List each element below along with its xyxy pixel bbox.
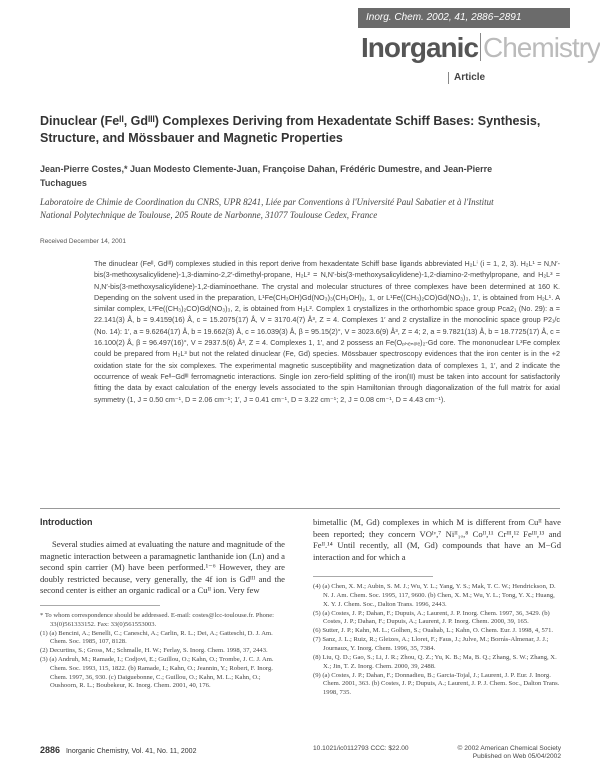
journal-header-bar bbox=[358, 8, 570, 28]
author-list: Jean-Pierre Costes,* Juan Modesto Clemente-Juan, Françoise Dahan, Frédéric Dumestre, and Jean-Pierre Tuchagues bbox=[40, 164, 493, 188]
footnote-item: (8) Liu, Q. D.; Gao, S.; Li, J. R.; Zhou, Q. Z.; Yu, K. B.; Ma, B. Q.; Zhang, S. W.; Zhang, X. X.; Jin, T. Z. Inorg. Chem. 2000, 39, 2488. bbox=[313, 654, 557, 670]
footnote-item: * To whom correspondence should be addressed. E-mail: costes@lcc-toulouse.fr. Phone: 33(0)561333152. Fax: 33(0)561553003. bbox=[40, 611, 275, 628]
footnote-divider bbox=[313, 576, 433, 577]
footnote-divider bbox=[40, 605, 160, 606]
logo-inorganic: Inorganic bbox=[361, 32, 479, 63]
footnote-item: (1) (a) Bencini, A.; Benelli, C.; Caneschi, A.; Carlin, R. L.; Dei, A.; Gatteschi, D. J. Am. Chem. Soc. 1985, 107, 8128. bbox=[40, 629, 273, 646]
page-footer-left bbox=[40, 745, 196, 755]
doi: 10.1021/ic0112793 CCC: $22.00 bbox=[313, 745, 409, 752]
footnote-item: (5) (a) Costes, J. P.; Dahan, F.; Dupuis, A.; Laurent, J. P. Inorg. Chem. 1997, 36, 3429. (b) Costes, J. P.; Dahan, F.; Dupuis, A.; Laurent, J. P. Inorg. Chem. 2000, 39, 165. bbox=[313, 609, 550, 626]
footnote-item: (6) Sutter, J. P.; Kahn, M. L.; Golhen, S.; Ouahab, L.; Kahn, O. Chem. Eur. J. 1998, 4, 571. bbox=[313, 627, 554, 635]
copyright: © 2002 American Chemical Society bbox=[457, 745, 561, 752]
published-date: Published on Web 05/04/2002 bbox=[472, 753, 561, 761]
abstract: The dinuclear (Feᴵᴵ, Gdᴵᴵᴵ) complexes studied in this report derive from hexadentate Schiff base ligands abbreviated H₂Lⁱ (i = 1, 2, 3). H₂L¹ = N,N′-bis(3-methoxysalicylidene)-1,3-diamino-2,2′-dimethyl-propane, H₂L² = N,N′-bis(3-methoxysalicylidene)-1,2-diamino-2-methylpropane, and H₂L³ = N,N′-bis(3-methoxysalicylidene)-1,2-diaminoethane. The crystal and molecular structures of three complexes have been determined at 160 K. Depending on the solvent used in the preparation, L¹Fe(CH₃OH)Gd(NO₃)₃(CH₃OH)₂, 1, or L¹Fe((CH₃)₂CO)Gd(NO₃)₃, 1′, is obtained from H₂L¹. A similar complex, L²Fe((CH₃)₂CO)Gd(NO₃)₃, 2, is obtained from H₂L². Complex 1 crystallizes in the orthorhombic space group Pca2₁ (No. 29): a = 22.141(3) Å, b = 9.4159(16) Å, c = 15.2075(17) Å, V = 3170.4(7) Å³, Z = 4. Complexes 1′ and 2 crystallize in the monoclinic space group P2₁/c (No. 14): 1′, a = 9.6264(17) Å, b = 19.662(3) Å, c = 16.039(3) Å, β = 95.15(2)°, V = 3023.6(9) Å³, Z = 4; 2, a = 9.7821(13) Å, b = 18.7725(17) Å, c = 16.100(2) Å, β = 96.497(16)°, V = 2937.5(6) Å³, Z = 4. Complexes 1, 1′, and 2 possess an Fe(Oₚₕₑₙₒₗₑ)₂-Gd core. The mononuclear L³Fe complex could be prepared from H₂L³ but not the related dinuclear (Fe, Gd) species. Mössbauer spectroscopy evidences that the iron center is in the +2 oxidation state for the six complexes. The experimental magnetic susceptibility and magnetization data of complexes 1, 1′, and 2 indicate the occurrence of weak Feᴵᴵ−Gdᴵᴵᴵ ferromagnetic interactions. Single ion zero-field splitting of the iron(II) must be taken into account for satisfactorily fitting the data by exact calculation of the energy levels associated to the spin Hamiltonian through diagonalization of the full matrix for axial symmetry (1, J = 0.50 cm⁻¹, D = 2.06 cm⁻¹; 1′, J = 0.41 cm⁻¹, D = 3.22 cm⁻¹; 2, J = 0.08 cm⁻¹, D = 4.43 cm⁻¹). bbox=[94, 259, 560, 404]
footnotes-left bbox=[40, 612, 285, 691]
left-column bbox=[40, 517, 285, 691]
right-column bbox=[313, 517, 561, 698]
footnote-item: (4) (a) Chen, X. M.; Aubin, S. M. J.; Wu, Y. L.; Yang, Y. S.; Mak, T. C. W.; Hendrickson, D. N. J. Am. Chem. Soc. 1995, 117, 9600. (b) Chen, X. M.; Wu, Y. L.; Tong, Y. X.; Huang, X. Y. J. Chem. Soc., Dalton Trans. 1996, 2443. bbox=[313, 583, 556, 608]
section-divider bbox=[40, 508, 560, 509]
logo-chemistry: Chemistry bbox=[483, 32, 600, 63]
footnote-item: (7) Sanz, J. L.; Ruiz, R.; Gleizes, A.; Lloret, F.; Faus, J.; Julve, M.; Borrás-Almenar, J. J.; Journaux, Y. Inorg. Chem. 1996, 35, 7384. bbox=[313, 636, 549, 653]
journal-logo bbox=[361, 32, 600, 74]
page-number: 2886 bbox=[40, 745, 61, 755]
footnote-item: (3) (a) Andruh, M.; Ramade, I.; Codjovi, E.; Guillou, O.; Kahn, O.; Trombe, J. C. J. Am. Chem. Soc. 1993, 115, 1822. (b) Ramade, I.; Kahn, O.; Jeannin, Y.; Robert, F. Inorg. Chem. 1997, 36, 930. (c) Daiguebonne, C.; Guillou, O.; Kahn, M. L.; Kahn, O.; Oushoorn, R. L.; Boubekeur, K. Inorg. Chem. 2001, 40, 176. bbox=[40, 656, 274, 690]
article-type-label: Article bbox=[454, 72, 486, 83]
journal-issue: Inorganic Chemistry, Vol. 41, No. 11, 2002 bbox=[65, 748, 197, 755]
affiliation: Laboratoire de Chimie de Coordination du CNRS, UPR 8241, Liée par Conventions à l'Université Paul Sabatier et à l'Institut National Polytechnique de Toulouse, 205 Route de Narbonne, 31077 Toulouse Cedex, France bbox=[40, 197, 494, 220]
footnote-item: (9) (a) Costes, J. P.; Dahan, F.; Donnadieu, B.; Garcia-Tojal, J.; Laurent, J. P. Eur. J. Inorg. Chem. 2001, 363. (b) Costes, J. P.; Dupuis, A.; Laurent, J. P. J. Chem. Soc., Dalton Trans. 1998, 735. bbox=[313, 671, 560, 696]
page-footer-right bbox=[313, 745, 561, 761]
intro-paragraph-right: bimetallic (M, Gd) complexes in which M is different from Cuᴵᴵ have been reported; they concern VOᴵᵛ,⁷ Niᴵᴵ₁ₒ,⁸ Coᴵᴵ,¹¹ Crᴵᴵᴵ,¹² Feᴵᴵᴵ,¹³ and Feᴵᴵ.¹⁴ Until recently, all (M, Gd) compounds that have an M−Gd interaction and for which a bbox=[313, 517, 561, 562]
footnote-item: (2) Decurtins, S.; Gross, M.; Schmalle, H. W.; Ferlay, S. Inorg. Chem. 1998, 37, 2443. bbox=[40, 647, 268, 655]
journal-citation: Inorg. Chem. 2002, 41, 2886−2891 bbox=[366, 12, 522, 23]
intro-paragraph-left: Several studies aimed at evaluating the nature and magnitude of the magnetic interaction between a paramagnetic lanthanide ion (Ln) and a second spin carrier (M) have been performed.¹⁻⁶ However, they are doubly restricted because, very generally, the 4f ion is Gdᴵᴵᴵ and the second center is either an organic radical or a Cuᴵᴵ ion. Very few bbox=[40, 539, 285, 596]
footnotes-right bbox=[313, 583, 561, 697]
paper-title: Dinuclear (Feᴵᴵ, Gdᴵᴵᴵ) Complexes Deriving from Hexadentate Schiff Bases: Synthesis, Structure, and Mössbauer and Magnetic Properties bbox=[40, 114, 541, 145]
logo-divider bbox=[480, 33, 481, 61]
section-heading-introduction: Introduction bbox=[40, 517, 93, 527]
received-date: Received December 14, 2001 bbox=[40, 238, 126, 245]
